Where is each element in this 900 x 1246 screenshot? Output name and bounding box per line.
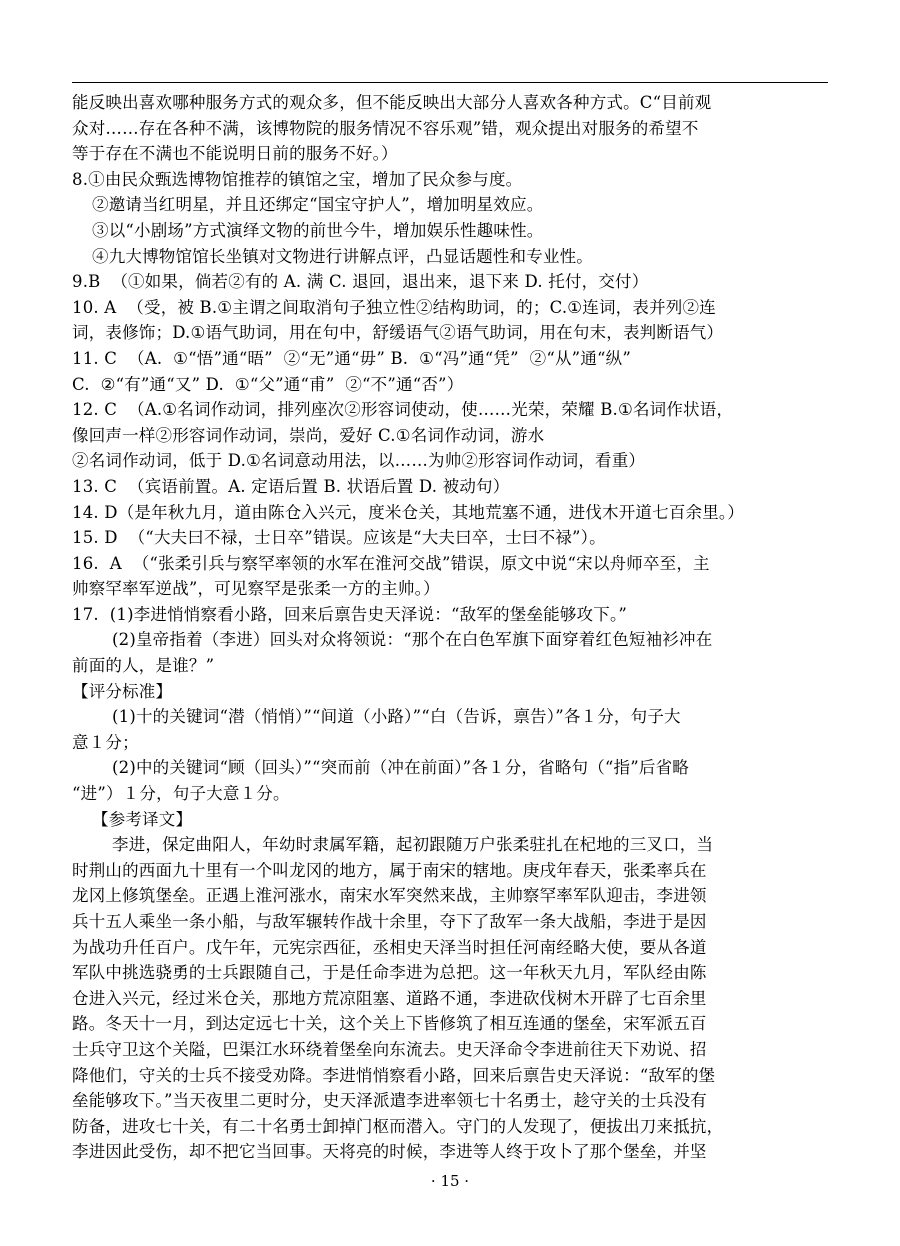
text-line: (2)皇帝指着（李进）回头对众将领说：“那个在白色军旗下面穿着红色短袖衫冲在 xyxy=(112,630,713,650)
text-line: 众对……存在各种不满，该博物院的服务情况不容乐观”错，观众提出对服务的希望不 xyxy=(72,118,699,138)
text-line: 12. C （A.①名词作动词，排列座次②形容词使动，使……光荣，荣耀 B.①名词作状语， xyxy=(72,400,734,420)
text-line: 垒能够攻下。”当天夜里二更时分，史天泽派遣李进率领七十名勇士，趁守关的士兵没有 xyxy=(72,1091,707,1111)
text-line: 李进，保定曲阳人，年幼时隶属军籍，起初跟随万户张柔驻扎在杞地的三叉口，当 xyxy=(112,835,714,855)
text-line: “进”）１分，句子大意１分。 xyxy=(72,784,290,804)
text-line: 兵十五人乘坐一条小船，与敌军辗转作战十余里，夺下了敌军一条大战船，李进于是因 xyxy=(72,912,707,931)
header-rule xyxy=(72,82,828,83)
text-line: ④九大博物馆馆长坐镇对文物进行讲解点评，凸显话题性和专业性。 xyxy=(92,246,593,266)
text-line: 防备，进攻七十关，有二十名勇士卸掉门枢而潜入。守门的人发现了，便拔出刀来抵抗， xyxy=(72,1116,724,1136)
text-line: 仓进入兴元，经过米仓关，那地方荒凉阻塞、道路不通，李进砍伐树木开辟了七百余里 xyxy=(72,988,707,1008)
text-line: 意１分； xyxy=(72,732,139,752)
text-line: C. ②“有”通“又” D. ①“父”通“甫” ②“不”通“否”） xyxy=(72,374,464,394)
document-body xyxy=(72,90,832,1165)
text-line: ②邀请当红明星，并且还绑定“国宝守护人”，增加明星效应。 xyxy=(92,195,544,215)
text-line: 17. (1)李进悄悄察看小路，回来后禀告史天泽说：“敌军的堡垒能够攻下。” xyxy=(72,604,628,624)
text-line: 降他们，守关的士兵不接受劝降。李进悄悄察看小路，回来后禀告史天泽说：“敌军的堡 xyxy=(72,1065,716,1085)
text-line: 像回声一样②形容词作动词，崇尚，爱好 C.①名词作动词，游水 xyxy=(72,425,545,445)
text-line: 为战功升任百户。戊午年，元宪宗西征，丞相史天泽当时担任河南经略大使，要从各道 xyxy=(72,937,707,957)
section-heading: 【评分标准】 xyxy=(72,681,173,701)
text-line: 士兵守卫这个关隘，巴渠江水环绕着堡垒向东流去。史天泽命令李进前往天下劝说、招 xyxy=(72,1039,707,1059)
text-line: 14. D（是年秋九月，道由陈仓入兴元，度米仓关，其地荒塞不通，进伐木开道七百余里。） xyxy=(72,502,745,522)
text-line: 帅察罕率军逆战”，可见察罕是张柔一方的主帅。） xyxy=(72,579,440,599)
text-line: (2)中的关键词“顾（回头）”“突而前（冲在前面）”各１分，省略句（“指”后省略 xyxy=(112,758,689,778)
text-line: 9.B （①如果，倘若②有的 A. 满 C. 退回，退出来，退下来 D. 托付，交付） xyxy=(72,272,649,292)
text-line: 前面的人，是谁？” xyxy=(72,656,215,676)
text-line: 李进因此受伤，却不把它当回事。天将亮的时候，李进等人终于攻卜了那个堡垒，并坚 xyxy=(72,1142,707,1162)
text-line: 路。冬天十一月，到达定远七十关，这个关上下皆修筑了相互连通的堡垒，宋军派五百 xyxy=(72,1014,707,1034)
text-line: 龙冈上修筑堡垒。正遇上淮河涨水，南宋水军突然来战，主帅察罕率军队迎击，李进领 xyxy=(72,886,707,906)
page-number: · 15 · xyxy=(430,1172,470,1190)
text-line: 时荆山的西面九十里有一个叫龙冈的地方，属于南宋的辖地。庚戌年春天，张柔率兵在 xyxy=(72,860,707,880)
text-line: 11. C （A. ①“悟”通“晤” ②“无”通“毋” B. ①“冯”通“凭” ②“从”通“纵” xyxy=(72,348,631,368)
text-line: (1)十的关键词“潜（悄悄）”“间道（小路）”“白（告诉，禀告）”各１分，句子大 xyxy=(112,707,681,727)
text-line: ③以“小剧场”方式演绎文物的前世今牛，增加娱乐性趣味性。 xyxy=(92,220,544,240)
text-line: 10. A （受，被 B.①主谓之间取消句子独立性②结构助词，的；C.①连词，表并列②连 xyxy=(72,297,716,317)
text-line: 能反映出喜欢哪种服务方式的观众多，但不能反映出大部分人喜欢各种方式。C“目前观 xyxy=(72,93,712,112)
text-line: 15. D （“大夫曰不禄，士日卒”错误。应该是“大夫曰卒，士曰不禄”）。 xyxy=(72,528,606,548)
text-line: 词，表修饰；D.①语气助词，用在句中，舒缓语气②语气助词，用在句末，表判断语气） xyxy=(72,323,724,343)
text-line: ②名词作动词，低于 D.①名词意动用法，以……为帅②形容词作动词，看重） xyxy=(72,451,646,471)
text-line: 16. A （“张柔引兵与察罕率领的水军在淮河交战”错误，原文中说“宋以舟师卒至，主 xyxy=(72,553,710,573)
text-line: 13. C （宾语前置。A. 定语后置 B. 状语后置 D. 被动句） xyxy=(72,476,510,496)
text-line: 等于存在不满也不能说明日前的服务不好。） xyxy=(72,144,398,164)
text-line: 军队中挑选骁勇的士兵跟随自己，于是任命李进为总把。这一年秋天九月，军队经由陈 xyxy=(72,963,707,983)
text-line: 8.①由民众甄选博物馆推荐的镇馆之宝，增加了民众参与度。 xyxy=(72,169,523,189)
section-heading: 【参考译文】 xyxy=(92,809,193,829)
